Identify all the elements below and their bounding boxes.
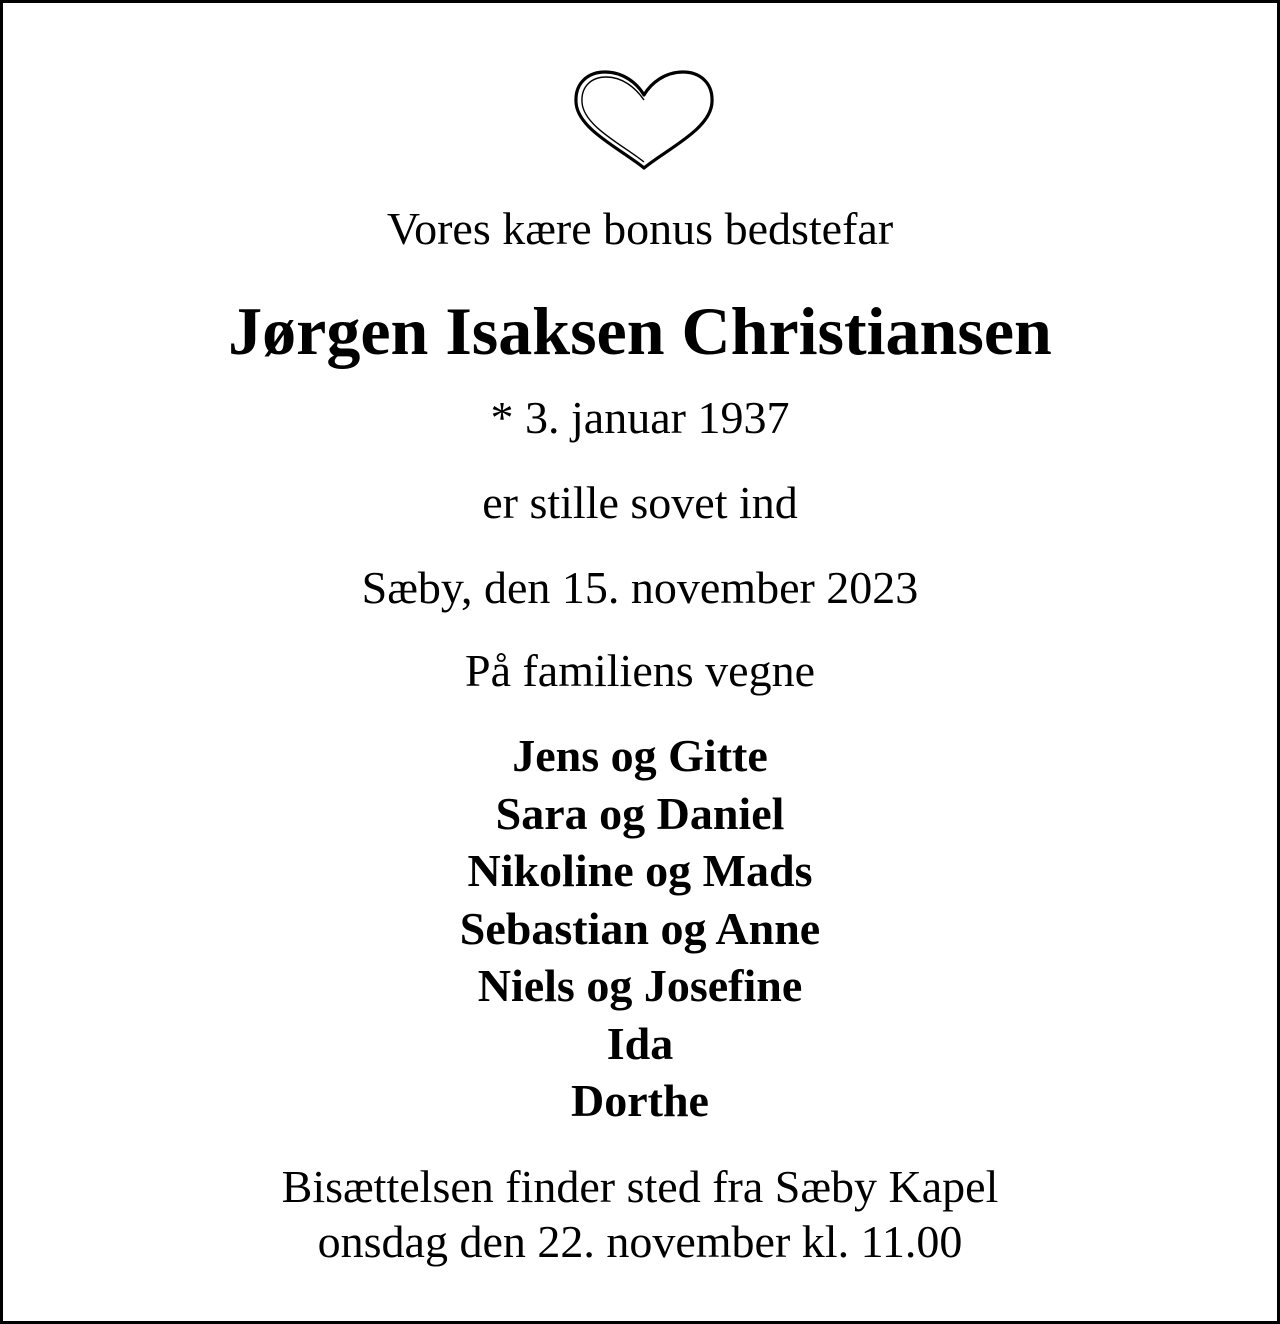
birth-date: * 3. januar 1937 — [490, 392, 790, 443]
signer: Sebastian og Anne — [459, 902, 821, 954]
signer: Nikoline og Mads — [467, 845, 813, 896]
signer: Niels og Josefine — [477, 960, 803, 1011]
signer: Ida — [606, 1017, 674, 1069]
family-note: På familiens vegne — [464, 645, 815, 696]
passing-statement: er stille sovet ind — [482, 477, 798, 528]
funeral-location: Bisættelsen finder sted fra Sæby Kapel — [281, 1161, 999, 1212]
signer: Sara og Daniel — [495, 787, 785, 839]
signer: Dorthe — [571, 1075, 709, 1126]
place-and-date: Sæby, den 15. november 2023 — [361, 562, 919, 613]
signers-list — [3, 727, 1277, 1130]
funeral-time: onsdag den 22. november kl. 11.00 — [317, 1216, 963, 1267]
signer: Jens og Gitte — [512, 730, 768, 781]
deceased-name: Jørgen Isaksen Christiansen — [228, 293, 1052, 369]
heart-icon — [571, 69, 717, 171]
notice-subtitle: Vores kære bonus bedstefar — [386, 203, 894, 254]
